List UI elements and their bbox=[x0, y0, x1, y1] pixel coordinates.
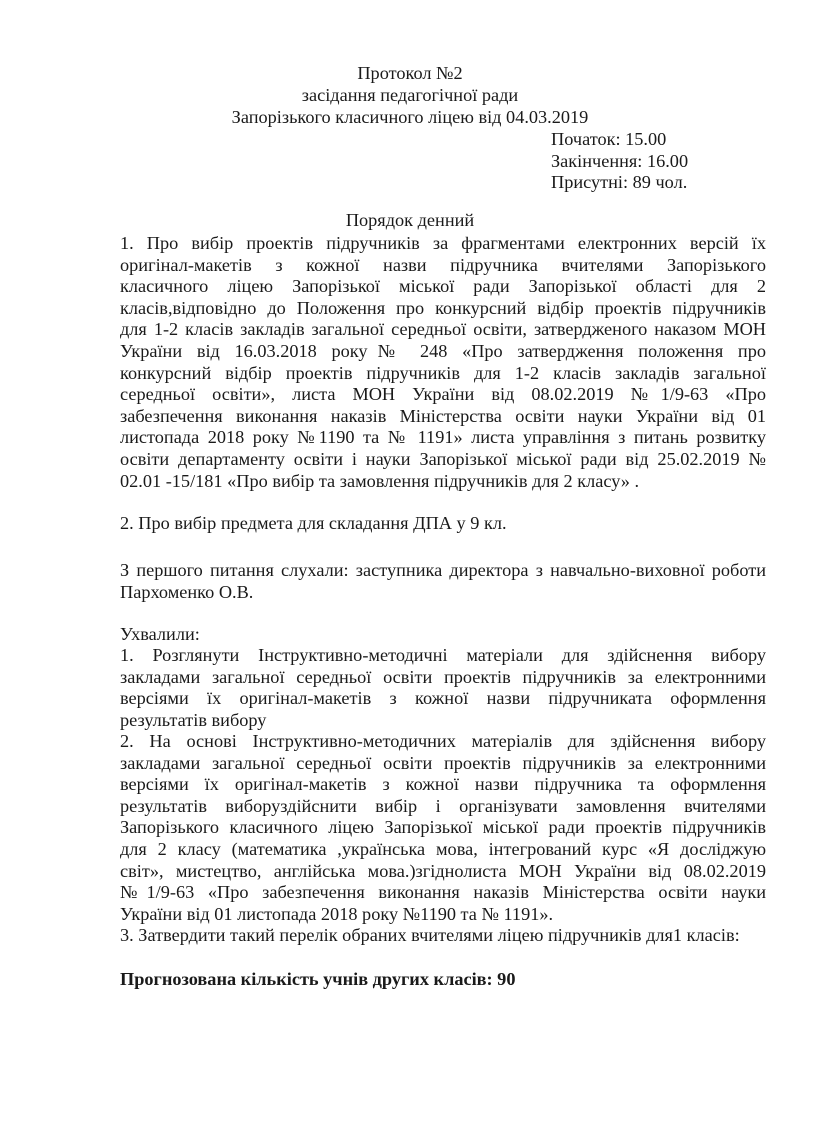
text-line: 1. Про вибір проектів підручників за фрагментами електронних версій їх bbox=[120, 233, 766, 253]
text-line: результатів вибору bbox=[120, 709, 267, 730]
resolved-heading bbox=[120, 624, 200, 646]
title-line: Протокол №2 bbox=[357, 63, 463, 83]
resolved-item-1 bbox=[120, 645, 766, 731]
text-line: забезпечення виконання наказів Міністерства освіти науки України від 01 bbox=[120, 405, 766, 426]
agenda-heading bbox=[0, 210, 820, 232]
text-line: класів,відповідно до Положення про конкурсний відбір проектів підручників bbox=[120, 297, 766, 318]
text-line: 1. Розглянути Інструктивно-методичні матеріали для здійснення вибору bbox=[120, 645, 766, 665]
text-line: закладами загальної середньої освіти проектів підручників за електронними bbox=[120, 752, 766, 773]
text-line: версіями їх оригінал-макетів з кожної назви підручника та оформлення bbox=[120, 774, 766, 795]
text-line: З першого питання слухали: заступника директора з навчально-виховної роботи bbox=[120, 560, 766, 580]
meeting-meta bbox=[551, 129, 688, 194]
text-line: результатів виборуздійснити вибір і організувати замовлення вчителями bbox=[120, 795, 766, 816]
agenda-item-2-text: 2. Про вибір предмета для складання ДПА у 9 кл. bbox=[120, 513, 507, 533]
resolved-item-2 bbox=[120, 731, 766, 925]
text-line: 2. На основі Інструктивно-методичних матеріалів для здійснення вибору bbox=[120, 731, 766, 751]
forecast-line bbox=[120, 969, 515, 991]
text-line: №1/9-63 «Про забезпечення виконання наказів Міністерства освіти науки bbox=[120, 882, 766, 903]
text-line: оригінал-макетів з кожної назви підручника вчителями Запорізького bbox=[120, 254, 766, 275]
protocol-title bbox=[0, 63, 820, 106]
text-line: версіями їх оригінал-макетів з кожної назви підручниката оформлення bbox=[120, 688, 766, 709]
text-line: Запорізького класичного ліцею Запорізької міської ради проектів підручників bbox=[120, 817, 766, 838]
resolved-item-3 bbox=[120, 925, 740, 947]
text-line: України від 16.03.2018 року№ 248 «Про затвердження положення про bbox=[120, 340, 766, 361]
org-line bbox=[0, 107, 820, 129]
text-line: Пархоменко О.В. bbox=[120, 581, 254, 602]
text-line: листопада 2018 року №1190 та № 1191» листа управління з питань розвитку bbox=[120, 427, 766, 448]
resolved-heading-text: Ухвалили: bbox=[120, 624, 200, 644]
text-line: класичного ліцею Запорізької міської ради Запорізької області для 2 bbox=[120, 276, 766, 297]
meta-start: Початок: 15.00 bbox=[551, 129, 667, 149]
agenda-item-2 bbox=[120, 513, 507, 535]
text-line: конкурсний відбір проектів підручників для 1-2 класів закладів загальної bbox=[120, 362, 766, 383]
meta-end: Закінчення: 16.00 bbox=[551, 150, 689, 171]
text-line: 02.01 -15/181 «Про вибір та замовлення підручників для 2 класу» . bbox=[120, 470, 640, 491]
heard-section bbox=[120, 560, 766, 603]
text-line: освіти департаменту освіти і науки Запорізької міської ради від 25.02.2019 № bbox=[120, 448, 766, 469]
forecast-text: Прогнозована кількість учнів других класів: 90 bbox=[120, 969, 516, 989]
text-line: України від 01 листопада 2018 року №1190 та № 1191». bbox=[120, 903, 554, 924]
text-line: закладами загальної середньої освіти проектів підручників за електронними bbox=[120, 666, 766, 687]
text-line: для 1-2 класів закладів загальної середньої освіти, затвердженого наказом МОН bbox=[120, 319, 766, 340]
resolved-item-3-text: 3. Затвердити такий перелік обраних вчителями ліцею підручників для1 класів: bbox=[120, 925, 740, 945]
agenda-item-1 bbox=[120, 233, 766, 492]
text-line: середньої освіти», листа МОН України від 08.02.2019 №1/9-63 «Про bbox=[120, 384, 766, 405]
text-line: для 2 класу (математика ,українська мова, інтегрований курс «Я досліджую bbox=[120, 838, 766, 859]
text-line: світ», мистецтво, англійська мова.)згіднолиста МОН України від 08.02.2019 bbox=[120, 860, 766, 881]
subtitle-line: засідання педагогічної ради bbox=[301, 84, 519, 105]
agenda-heading-text: Порядок денний bbox=[345, 210, 475, 230]
meta-present: Присутні: 89 чол. bbox=[551, 172, 688, 193]
org-line-text: Запорізького класичного ліцею від 04.03.2019 bbox=[231, 107, 589, 127]
